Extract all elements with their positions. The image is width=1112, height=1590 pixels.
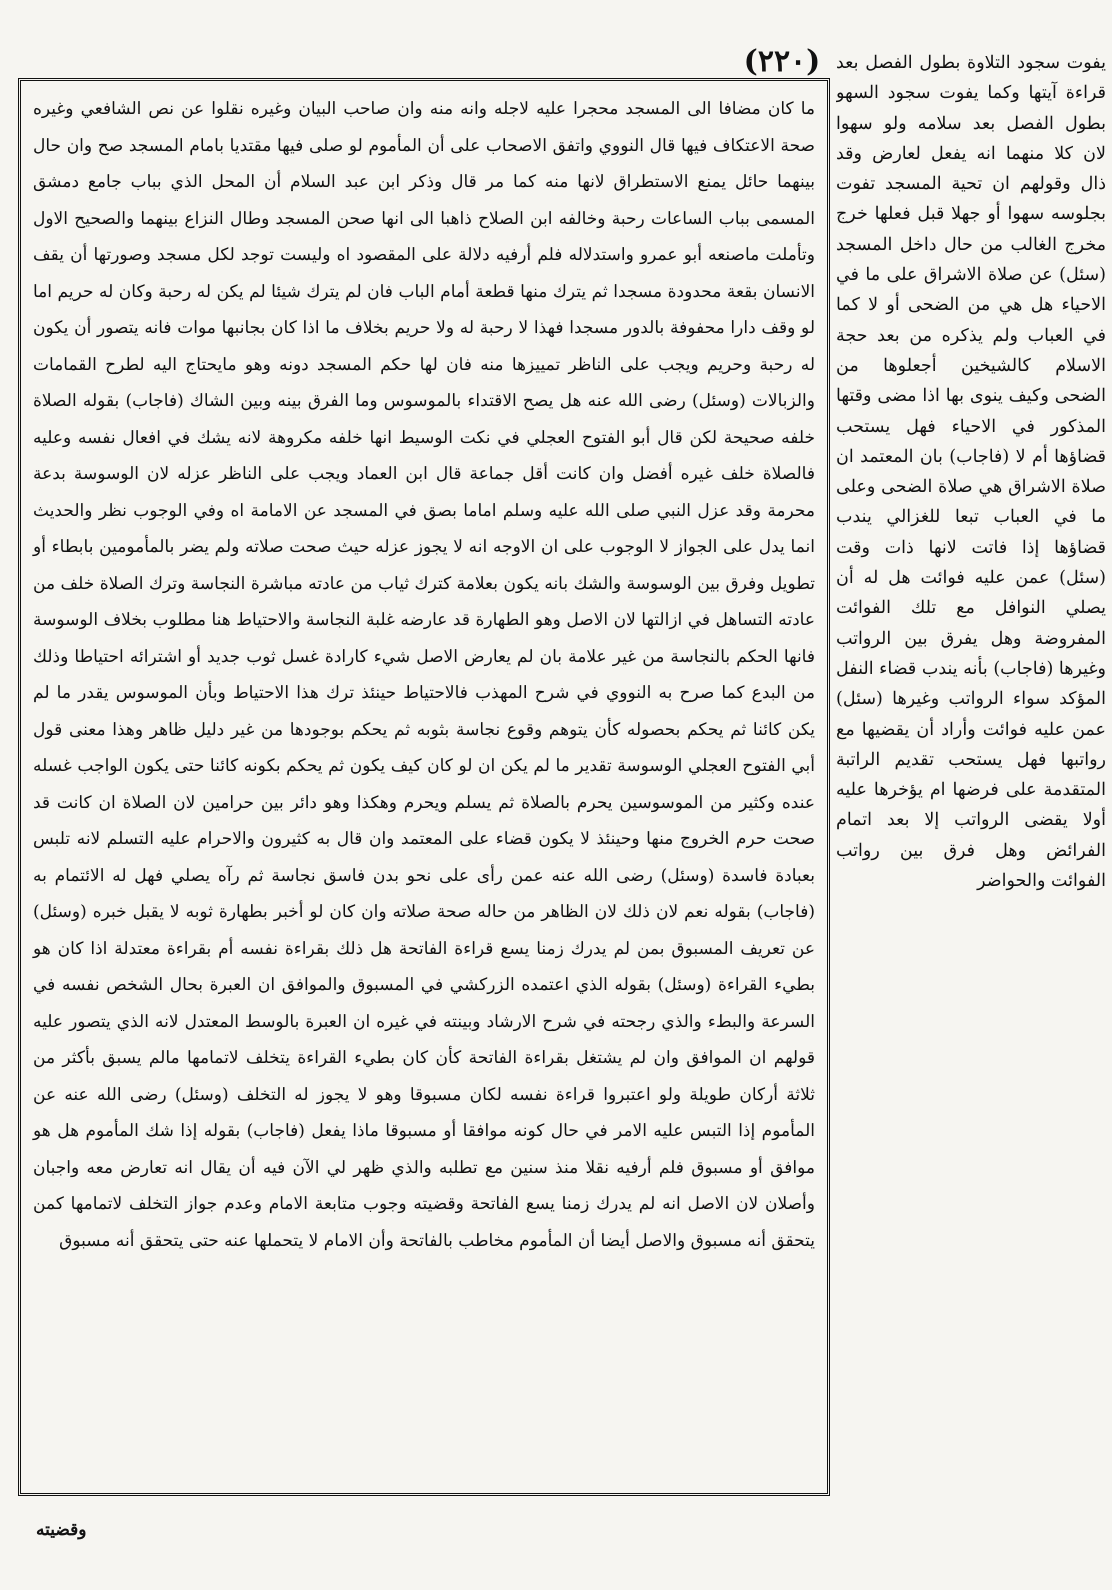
main-text-body: ما كان مضافا الى المسجد محجرا عليه لاجله وانه منه وان صاحب البيان وغيره نقلوا عن نص الشافعي وغيره صحة الاعتكاف فيها قال النووي واتفق الاصحاب على أن المأموم لو صلى فيها مقتديا بامام المسجد صح وان حال بينهما حائل يمنع الاستطراق لانها منه كما مر قال وذكر ابن عبد السلام أن المحل الذي بباب جامع دمشق المسمى بباب الساعات رحبة وخالفه ابن الصلاح ذاهبا الى انها صحن المسجد وطال النزاع بينهما والصحيح الاول وتأملت ماصنعه أبو عمرو واستدلاله فلم أرفيه دلالة على المقصود اه وليست توجد لكل مسجد وصورتها أن يقف الانسان بقعة محدودة مسجدا ثم يترك منها قطعة أمام الباب فان لم يترك شيئا لم يكن له رحبة وكان له حريم اما لو وقف دارا محفوفة بالدور مسجدا فهذا لا رحبة له ولا حريم بخلاف ما اذا كان بجانبها موات فانه يتصور أن يكون له رحبة وحريم ويجب على الناظر تمييزها منه فان لها حكم المسجد دونه وهو مايحتاج اليه لطرح القمامات والزبالات (وسئل) رضى الله عنه هل يصح الاقتداء بالموسوس وما الفرق بينه وبين الشاك (فاجاب) بقوله الصلاة خلفه صحيحة لكن قال أبو الفتوح العجلي في نكت الوسيط انها خلفه مكروهة لانه يشك في افعال نفسه وعليه فالصلاة خلف غيره أفضل وان كانت أقل جماعة قال ابن العماد ويجب على الناظر عزله لان الوسوسة بدعة محرمة وقد عزل النبي صلى الله عليه وسلم اماما بصق في المسجد عن الامامة اه وفي الوجوب نظر والحديث انما يدل على الجواز لا الوجوب على ان الاوجه انه لا يجوز عزله حيث صحت صلاته ولم يضر بالمأمومين بابطاء أو تطويل وفرق بين الوسوسة والشك بانه يكون بعلامة كترك ثياب من عادته مباشرة النجاسة وترك الصلاة خلف من عادته التساهل في ازالتها لان الاصل وهو الطهارة قد عارضه غلبة النجاسة والاحتياط هنا مطلوب بخلاف الوسوسة فانها الحكم بالنجاسة من غير علامة بان لم يعارض الاصل شيء كارادة غسل ثوب جديد أو اشترائه احتياطا وذلك من البدع كما صرح به النووي في شرح المهذب فالاحتياط حينئذ ترك هذا الاحتياط وبأن الموسوس يقدر ما لم يكن كائنا ثم يحكم بحصوله كأن يتوهم وقوع نجاسة بثوبه ثم يحكم بوجودها من غير دليل ظاهر وهذا معنى قول أبي الفتوح العجلي الوسوسة تقدير ما لم يكن ان لو كان كيف يكون ثم يحكم بكونه كائنا حتى يكون الواجب غسله عنده وكثير من الموسوسين يحرم بالصلاة ثم يسلم ويحرم وهكذا وهو دائر بين حرامين لان الصلاة ان كانت قد صحت حرم الخروج منها وحينئذ لا يكون قضاء على المعتمد وان قال به كثيرون والاحرام عليه التسلم لانه تلبس بعبادة فاسدة (وسئل) رضى الله عنه عمن رأى على نحو بدن فاسق نجاسة ثم رآه يصلي فهل له الائتمام به (فاجاب) بقوله نعم لان ذلك لان الظاهر من حاله صحة صلاته وان كان لو أخبر بطهارة ثوبه لا يقبل خبره (وسئل) عن تعريف المسبوق بمن لم يدرك زمنا يسع قراءة الفاتحة هل ذلك بقراءة نفسه أم بقراءة معتدلة اذا كان هو بطيء القراءة (وسئل) بقوله الذي اعتمده الزركشي في المسبوق والموافق ان العبرة بحال الشخص نفسه في السرعة والبطء والذي رجحته في شرح الارشاد وبينته في غيره ان العبرة بالوسط المعتدل لانه الذي يتصور عليه قولهم ان الموافق وان لم يشتغل بقراءة الفاتحة كأن كان بطيء القراءة يتخلف لاتمامها مالم يسبق بأكثر من ثلاثة أركان طويلة ولو اعتبروا قراءة نفسه لكان مسبوقا وهو لا يجوز له التخلف (وسئل) رضى الله عنه عن المأموم إذا التبس عليه الامر في حال كونه موافقا أو مسبوقا ماذا يفعل (فاجاب) بقوله إذا شك المأموم هل هو موافق أو مسبوق فلم أرفيه نقلا منذ سنين مع تطلبه والذي ظهر لي الآن فيه أن يقال انه تعارض معه واجبان وأصلان لان الاصل انه لم يدرك زمنا يسع الفاتحة وقضيته وجوب متابعة الامام وعدم جواز التخلف لاتمامها كمن يتحقق أنه مسبوق والاصل أيضا أن المأموم مخاطب بالفاتحة وأن الامام لا يتحملها عنه حتى يتحقق أنه مسبوق	[33, 99, 815, 1251]
catchword: وقضيته	[36, 1520, 87, 1540]
page-number: (٢٢٠)	[743, 44, 821, 79]
main-text-frame	[18, 78, 830, 1496]
margin-commentary	[836, 48, 1106, 1526]
margin-text-body: يفوت سجود التلاوة بطول الفصل بعد قراءة آيتها وكما يفوت سجود السهو بطول الفصل بعد سلامه ولو سهوا لان كلا منهما انه يفعل لعارض وقد ذال وقولهم ان تحية المسجد تفوت بجلوسه سهوا أو جهلا قبل فعلها خرج مخرج الغالب من حال داخل المسجد (سئل) عن صلاة الاشراق على ما في الاحياء هل هي من الضحى أو لا كما في العباب ولم يذكره من بعد حجة الاسلام كالشيخين أجعلوها من الضحى وكيف ينوى بها اذا مضى وقتها المذكور في الاحياء فهل يستحب قضاؤها أم لا (فاجاب) بان المعتمد ان صلاة الاشراق هي صلاة الضحى وعلى ما في العباب تبعا للغزالي يندب قضاؤها إذا فاتت لانها ذات وقت (سئل) عمن عليه فوائت هل له أن يصلي النوافل مع تلك الفوائت المفروضة وهل يفرق بين الرواتب وغيرها (فاجاب) بأنه يندب قضاء النفل المؤكد سواء الرواتب وغيرها (سئل) عمن عليه فوائت وأراد أن يقضيها مع رواتبها فهل يستحب تقديم الراتبة المتقدمة على فرضها ام يؤخرها عليه أولا يقضى الرواتب إلا بعد اتمام الفرائض وهل فرق بين رواتب الفوائت والحواضر	[836, 53, 1106, 892]
